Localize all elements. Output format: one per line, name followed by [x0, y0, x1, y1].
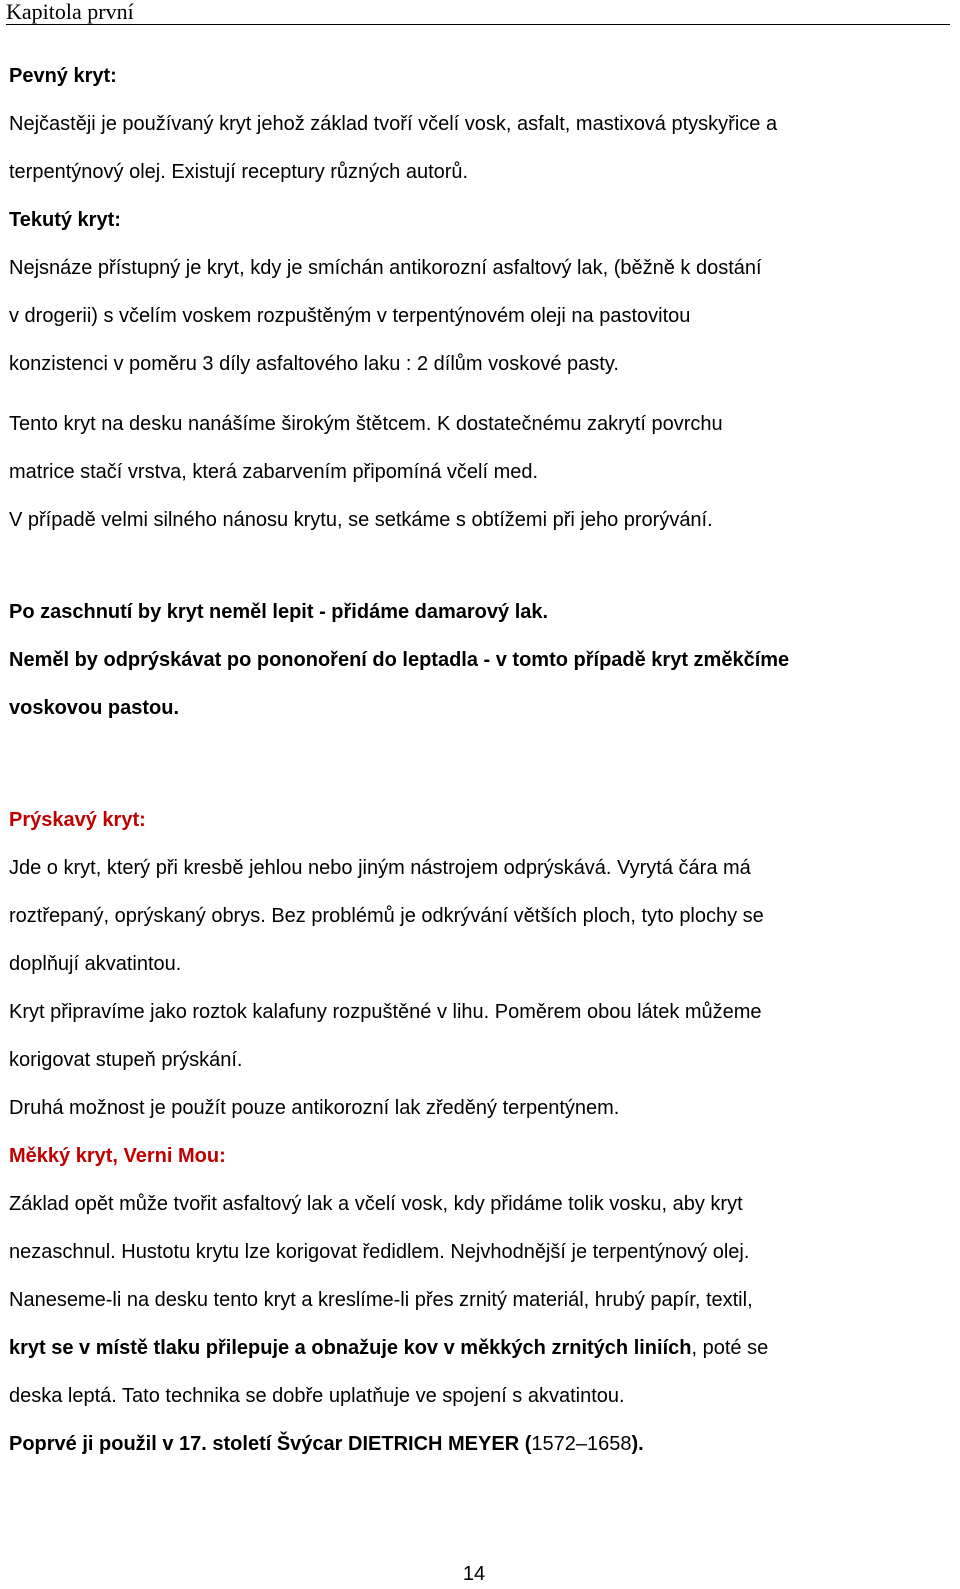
paragraph-line: terpentýnový olej. Existují receptury různých autorů.: [9, 161, 469, 183]
paragraph-line: [9, 1324, 949, 1372]
paragraph-line: Naneseme-li na desku tento kryt a kreslíme-li přes zrnitý materiál, hrubý papír, textil,: [9, 1289, 753, 1311]
page-content: [9, 52, 949, 1468]
heading-pryskavy-kryt: Prýskavý kryt:: [9, 809, 146, 831]
emphasis-text: kryt se v místě tlaku přilepuje a obnažuje kov v měkkých zrnitých liniích: [9, 1337, 692, 1359]
paragraph-line: Druhá možnost je použít pouze antikorozní lak zředěný terpentýnem.: [9, 1097, 620, 1119]
paragraph-line: Základ opět může tvořit asfaltový lak a včelí vosk, kdy přidáme tolik vosku, aby kryt: [9, 1193, 743, 1215]
paragraph-line: matrice stačí vrstva, která zabarvením připomíná včelí med.: [9, 461, 539, 483]
paragraph-line: Kryt připravíme jako roztok kalafuny rozpuštěné v lihu. Poměrem obou látek můžeme: [9, 1001, 762, 1023]
paragraph-text: 1572–1658: [531, 1433, 632, 1455]
note-line: Po zaschnutí by kryt neměl lepit - přidáme damarový lak.: [9, 601, 549, 623]
page-number: 14: [462, 1563, 486, 1585]
paragraph-line: Jde o kryt, který při kresbě jehlou nebo jiným nástrojem odprýskává. Vyrytá čára má: [9, 857, 751, 879]
paragraph-line: deska leptá. Tato technika se dobře uplatňuje ve spojení s akvatintou.: [9, 1385, 625, 1407]
heading-pevny-kryt: Pevný kryt:: [9, 65, 117, 87]
note-line: Neměl by odprýskávat po pononoření do leptadla - v tomto případě kryt změkčíme: [9, 649, 790, 671]
emphasis-text: ).: [631, 1433, 644, 1455]
running-header: Kapitola první: [6, 0, 950, 25]
emphasis-text: Poprvé ji použil v 17. století Švýcar DIETRICH MEYER (: [9, 1433, 532, 1455]
paragraph-line: doplňují akvatintou.: [9, 953, 182, 975]
heading-tekuty-kryt: Tekutý kryt:: [9, 209, 121, 231]
paragraph-line: Tento kryt na desku nanášíme širokým štětcem. K dostatečnému zakrytí povrchu: [9, 413, 723, 435]
paragraph-line: korigovat stupeň prýskání.: [9, 1049, 243, 1071]
paragraph-line: Nejsnáze přístupný je kryt, kdy je smíchán antikorozní asfaltový lak, (běžně k dostání: [9, 257, 762, 279]
paragraph-line: nezaschnul. Hustotu krytu lze korigovat ředidlem. Nejvhodnější je terpentýnový olej.: [9, 1241, 750, 1263]
note-line: voskovou pastou.: [9, 697, 180, 719]
paragraph-line: Nejčastěji je používaný kryt jehož základ tvoří včelí vosk, asfalt, mastixová ptyskyřice a: [9, 113, 778, 135]
heading-mekky-kryt: Měkký kryt, Verni Mou:: [9, 1145, 226, 1167]
paragraph-text: , poté se: [691, 1337, 769, 1359]
paragraph-line: [9, 1420, 949, 1468]
paragraph-line: konzistenci v poměru 3 díly asfaltového laku : 2 dílům voskové pasty.: [9, 353, 619, 375]
paragraph-line: v drogerii) s včelím voskem rozpuštěným v terpentýnovém oleji na pastovitou: [9, 305, 691, 327]
paragraph-line: V případě velmi silného nánosu krytu, se setkáme s obtížemi při jeho prorývání.: [9, 509, 713, 531]
paragraph-line: roztřepaný, oprýskaný obrys. Bez problémů je odkrývání větších ploch, tyto plochy se: [9, 905, 764, 927]
